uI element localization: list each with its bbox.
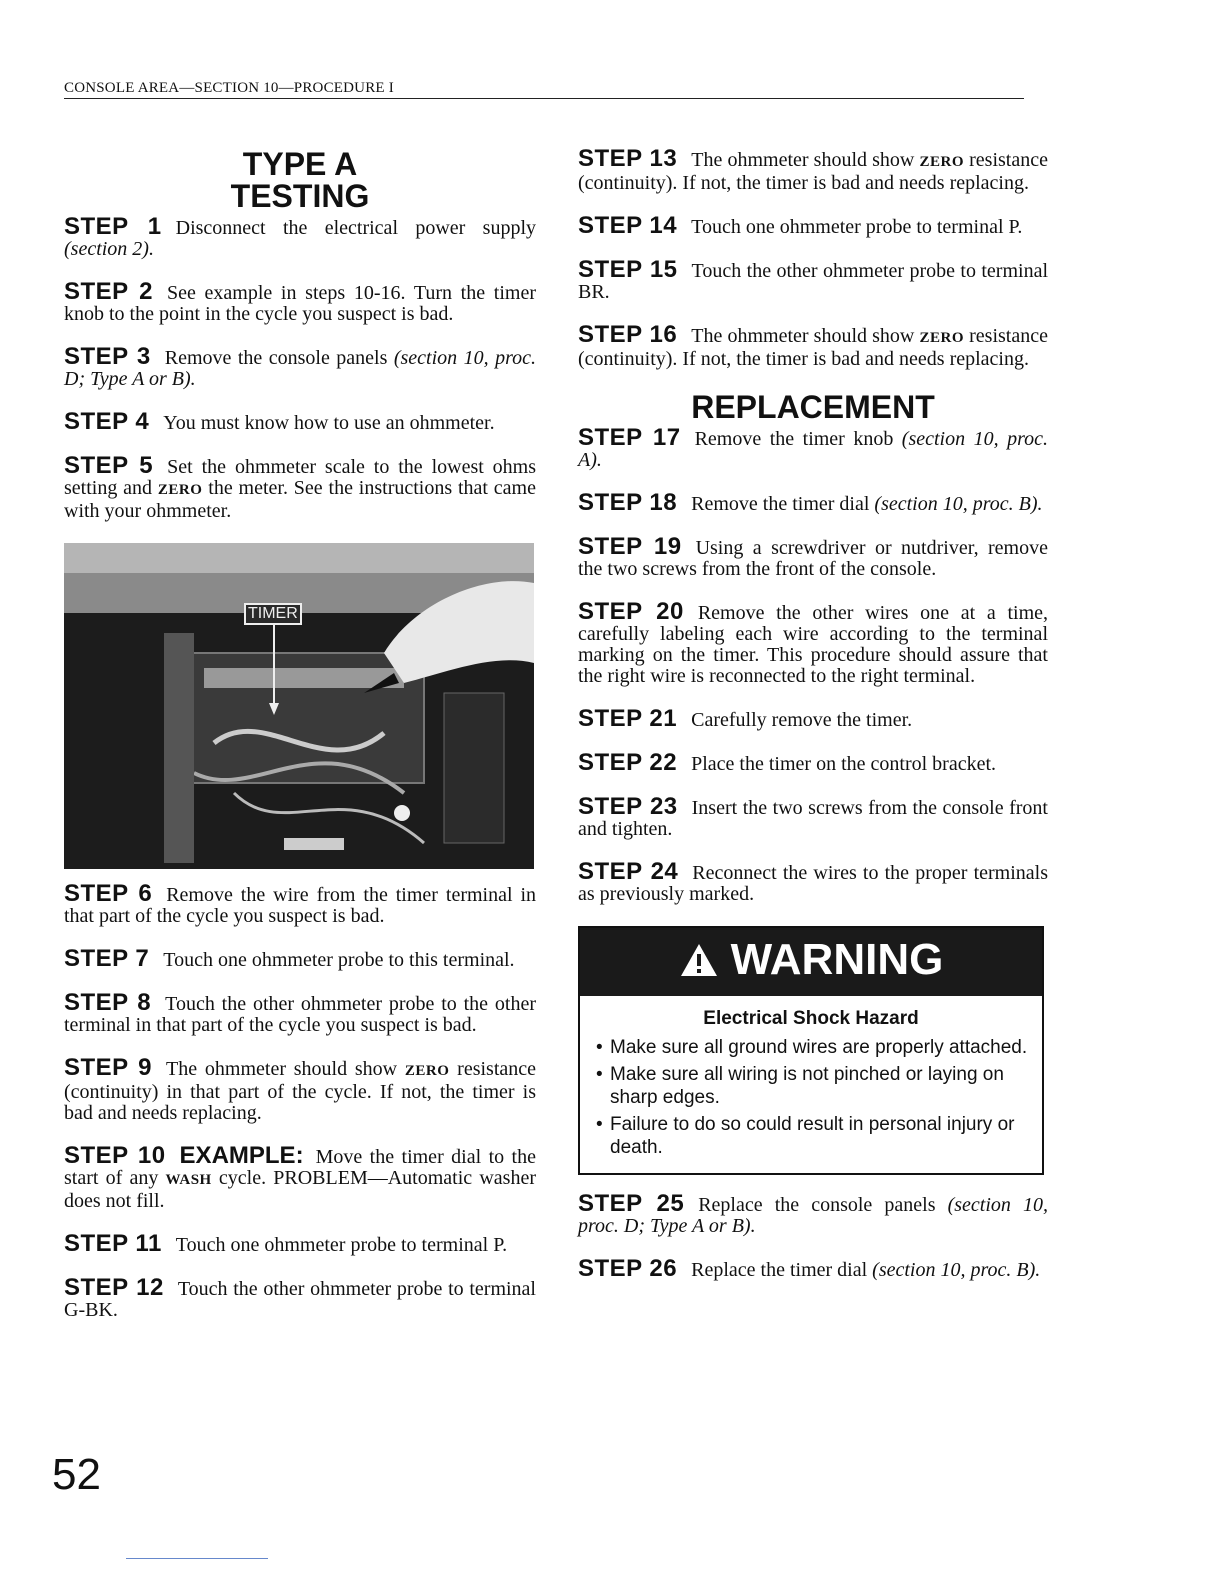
step-label: STEP 3: [64, 343, 151, 370]
step-label: STEP 8: [64, 989, 152, 1016]
step-text: the meter. See the instructions that came with your ohmmeter.: [64, 477, 536, 522]
step-label: STEP 19: [578, 533, 682, 560]
step-22: [578, 749, 1048, 776]
step-1: [64, 213, 537, 260]
warning-title: WARNING: [730, 935, 944, 984]
step-text: See example in steps 10-16. Turn the timer knob to the point in the cycle you suspect is bad.: [64, 282, 537, 325]
step-4: [64, 408, 536, 435]
timer-photo: [64, 543, 534, 869]
step-12: [64, 1274, 536, 1321]
step-17: [578, 424, 1048, 471]
step-text: Reconnect the wires to the proper terminals as previously marked.: [578, 862, 1048, 905]
step-24: [578, 858, 1048, 905]
zero-keyword: ZERO: [919, 154, 965, 170]
step-6: [64, 880, 537, 927]
step-3: [64, 343, 537, 390]
step-20: [578, 598, 1048, 687]
step-label: STEP 17: [578, 424, 681, 451]
step-text: Replace the console panels: [698, 1194, 948, 1216]
section-title-replacement: REPLACEMENT: [691, 389, 935, 425]
step-label: STEP 16: [578, 321, 678, 348]
step-text: The ohmmeter should show: [691, 149, 920, 171]
warning-triangle-icon: [679, 932, 719, 996]
left-column: [64, 148, 536, 1342]
step-reference: (section 10, proc. D; Type A or B).: [64, 347, 537, 390]
zero-keyword: ZERO: [157, 482, 203, 498]
step-text: Place the timer on the control bracket.: [691, 753, 997, 775]
step-label: STEP 6: [64, 880, 153, 907]
warning-item: • Make sure all ground wires are properly attached.: [596, 1036, 1028, 1059]
footer-rule: [126, 1558, 268, 1559]
step-15: [578, 256, 1048, 303]
step-label: STEP 25: [578, 1190, 685, 1217]
step-label: STEP 26: [578, 1255, 678, 1282]
warning-subtitle: Electrical Shock Hazard: [703, 1008, 919, 1029]
step-9: [64, 1054, 537, 1124]
section-title-type-a: TYPE A: [242, 146, 358, 182]
step-text: Touch the other ohmmeter probe to terminal BR.: [578, 260, 1048, 303]
step-label: STEP 5: [64, 452, 154, 479]
step-21: [578, 705, 1048, 732]
zero-keyword: ZERO: [404, 1063, 450, 1079]
step-reference: (section 10, proc. B).: [872, 1259, 1041, 1281]
step-reference: (section 2).: [64, 238, 154, 260]
right-column: [578, 145, 1048, 1302]
step-label: STEP 14: [578, 212, 678, 239]
zero-keyword: ZERO: [919, 330, 965, 346]
step-label: STEP 21: [578, 705, 678, 732]
step-text: You must know how to use an ohmmeter.: [163, 412, 495, 434]
step-label: STEP 12: [64, 1274, 164, 1301]
step-label: STEP 1: [64, 213, 162, 240]
step-text: Move the timer dial to the start of any: [64, 1146, 536, 1189]
step-reference: (section 10, proc. B).: [874, 493, 1043, 515]
step-label: STEP 24: [578, 858, 679, 885]
step-text: Remove the console panels: [164, 347, 394, 369]
warning-header: [580, 928, 1042, 996]
step-label: STEP 2: [64, 278, 153, 305]
step-26: [578, 1255, 1048, 1282]
warning-box: [578, 926, 1044, 1175]
step-13: [578, 145, 1048, 194]
step-text: resistance (continuity). If not, the timer is bad and needs replacing.: [578, 325, 1048, 370]
step-label: STEP 20: [578, 598, 684, 625]
step-reference: (section 10, proc. A).: [578, 428, 1048, 471]
step-19: [578, 533, 1048, 580]
running-header: CONSOLE AREA—SECTION 10—PROCEDURE I: [64, 80, 1024, 99]
page-number: 52: [52, 1450, 101, 1499]
step-11: [64, 1230, 536, 1257]
step-label: STEP 11: [64, 1230, 162, 1257]
step-text: Disconnect the electrical power supply: [175, 217, 537, 239]
step-text: Touch one ohmmeter probe to terminal P.: [691, 216, 1023, 238]
step-label: STEP 10: [64, 1142, 166, 1169]
step-16: [578, 321, 1048, 370]
step-text: resistance (continuity). If not, the timer is bad and needs replacing.: [578, 149, 1048, 194]
step-14: [578, 212, 1048, 239]
step-label: STEP 22: [578, 749, 678, 776]
step-text: resistance (continuity) in that part of the cycle. If not, the timer is bad and needs replacing.: [64, 1058, 537, 1124]
step-text: Replace the timer dial: [691, 1259, 873, 1281]
wash-keyword: WASH: [165, 1172, 212, 1188]
warning-item: • Make sure all wiring is not pinched or laying on sharp edges.: [596, 1063, 1028, 1109]
step-text: Using a screwdriver or nutdriver, remove the two screws from the front of the console.: [578, 537, 1048, 580]
step-text: Touch the other ohmmeter probe to terminal G-BK.: [64, 1278, 536, 1321]
warning-list: [580, 1036, 1042, 1173]
step-text: Carefully remove the timer.: [691, 709, 913, 731]
step-text: Set the ohmmeter scale to the lowest ohms setting and: [64, 456, 537, 499]
step-text: Touch one ohmmeter probe to this terminal.: [163, 949, 515, 971]
step-reference: (section 10, proc. D; Type A or B).: [578, 1194, 1048, 1237]
step-text: The ohmmeter should show: [691, 325, 920, 347]
timer-callout-label: TIMER: [244, 603, 302, 625]
step-8: [64, 989, 537, 1036]
step-7: [64, 945, 536, 972]
step-text: Remove the timer knob: [694, 428, 902, 450]
step-23: [578, 793, 1048, 840]
section-title-testing: TESTING: [230, 178, 370, 214]
step-label: STEP 13: [578, 145, 678, 172]
step-2: [64, 278, 537, 325]
step-18: [578, 489, 1048, 516]
example-label: EXAMPLE:: [179, 1142, 304, 1169]
step-label: STEP 7: [64, 945, 150, 972]
step-text: Remove the wire from the timer terminal in that part of the cycle you suspect is bad.: [64, 884, 537, 927]
step-text: cycle. PROBLEM—Automatic washer does not fill.: [64, 1167, 536, 1212]
step-text: Touch one ohmmeter probe to terminal P.: [175, 1234, 508, 1256]
step-label: STEP 15: [578, 256, 678, 283]
step-label: STEP 23: [578, 793, 678, 820]
step-text: Remove the timer dial: [691, 493, 875, 515]
step-5: [64, 452, 537, 522]
step-label: STEP 9: [64, 1054, 153, 1081]
step-label: STEP 4: [64, 408, 150, 435]
step-text: The ohmmeter should show: [166, 1058, 405, 1080]
step-label: STEP 18: [578, 489, 678, 516]
step-25: [578, 1190, 1048, 1237]
step-text: Insert the two screws from the console front and tighten.: [578, 797, 1048, 840]
timer-photo-illustration: [64, 543, 534, 869]
step-10: [64, 1142, 536, 1212]
step-text: Touch the other ohmmeter probe to the other terminal in that part of the cycle you suspect is bad.: [64, 993, 537, 1036]
step-text: Remove the other wires one at a time, carefully labeling each wire according to the terminal marking on the timer. This procedure should assure that the right wire is reconnected to the right terminal.: [578, 602, 1048, 687]
warning-item: • Failure to do so could result in personal injury or death.: [596, 1113, 1028, 1159]
